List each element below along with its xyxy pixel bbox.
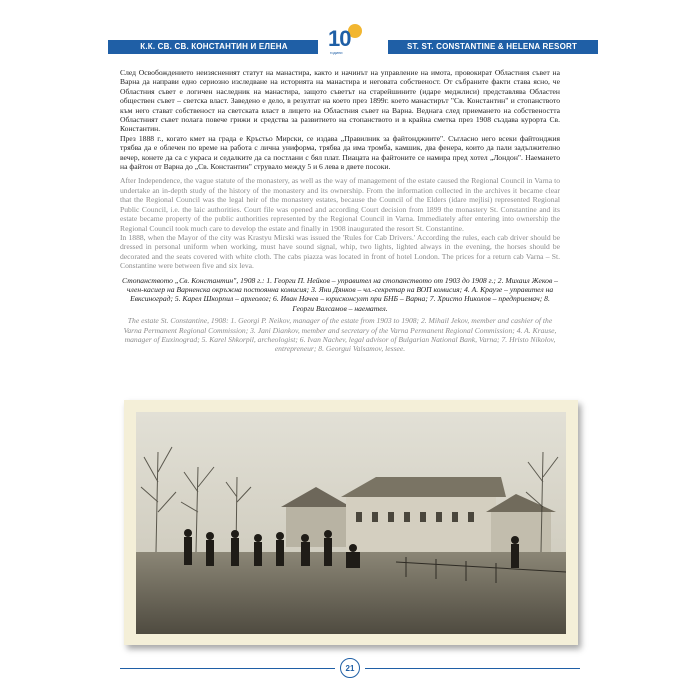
photo-caption-en: The estate St. Constantine, 1908: 1. Georgi P. Neikov, manager of the estate from 1903 to 1908; 2. Mihail Jekov, member and cashier of the Varna Permanent Regional Commission; 3. Jani Diankov, member and secretary of the Varna Permanent Regional Commission; 4. A. Krause, manager of Euxinograd; 5. Karel Shkorpil, archeologist; 6. Ivan Nachev, legal advisor of Bulgarian National Bank, Varna; 7. Hristo Nikolov, entrepreneur; 8. Georgui Valsamov, lessee. <box>123 316 557 354</box>
footer-rule-left <box>120 668 335 669</box>
photo-frame <box>124 400 578 645</box>
historic-estate-photo <box>136 412 566 634</box>
anniversary-logo <box>326 24 370 56</box>
logo-number: 10 <box>328 26 351 51</box>
logo-subtitle: години <box>330 50 343 55</box>
historic-estate-photo-illustration <box>136 412 566 634</box>
bg-paragraph-2: През 1888 г., когато кмет на града е Кръстьо Мирски, се издава „Правилник за файтонджиите". Съгласно него всеки файтонджия трябва да е облечен по време на работа с лична униформа, трябва да има тромба, камшик, два фенера, които да пали задължително вечер, конете да са с украса и седалките да са постлани с бял плат. Пиацата на файтоните се намира пред хотел „Лондон". Наемането на файтон от Варна до „Св. Константин" струвало между 5 и 6 лева в двете посоки. <box>120 133 560 172</box>
en-paragraph-2: In 1888, when the Mayor of the city was Krastyu Mirski was issued the 'Rules for Cab Drivers.' According the rules, each cab driver should be dressed in personal uniform when working, must have sound signal, whip, two lights, lighted always in the evening, the horses should be decorated and the seats covered with white cloth. The cabs piazza was located in front of hotel London. The prices for a return cab Varna – St. Constantine were between five and six leva. <box>120 232 560 271</box>
footer-rule-right <box>365 668 580 669</box>
en-paragraph-1: After Independence, the vague statute of the monastery, as well as the way of management of the estate caused the Regional Council in Varna to undertake an in-depth study of the history of the monastery and its ownership. From the information collected in the archives it became clear that the Regional Council was the legal heir of the monastery estates, because the Council of the Elders (idare mejlisi) represented Regional Public Council, i.e. the laic authorities. Court file was opened and according Court decision from 1899 the monastery St. Constantine and its estate became property of the public authorities represented by the Regional Council in Varna. Immediately after entering into ownership the Regional Council took much care to develop the estate and finally in 1908 inaugurated the resort St. Constantine. <box>120 176 560 233</box>
article-body <box>120 68 560 354</box>
photo-caption-bg: Стопанството „Св. Константин", 1908 г.: 1. Георги П. Нейков – управител на стопанството от 1903 до 1908 г.; 2. Михаил Жеков – член-касиер на Варненска окръжна постоянна комисия; 3. Яни Дянков – чл.-секретар на ВОП комисия; 4. А. Краузе – управител на Евксиноград; 5. Карел Шкорпил – археолог; 6. Иван Начев – юрисконсулт при БНБ – Варна; 7. Христо Николов – предприемач; 8. Георги Валсамов – наемател. <box>122 275 558 313</box>
page-number: 21 <box>340 658 360 678</box>
bg-paragraph-1: След Освобождението неизясненият статут на манастира, както и начинът на управление на имота, провокират Областния съвет на Варна да направи едно сериозно изследване на историята на манастира и неговата собственост. От събраните факти става ясно, че Областния съвет е логичен наследник на манастира, защото съветът на старейшините (идаре меджлиси) представлява Областен обществен съвет – светска власт. Заведено е дело, в резултат на което през 1899г. което манастирът "Св. Константин" и стопанството към него стават собственост на светската власт в лицето на Областния съвет на Варна. Веднага след приемането на собствеността Областният съвет полага повече грижи и средства за развитието на стопанството и в крайна сметка през 1908 създава курорта Св. Константин. <box>120 68 560 134</box>
header-title-en: ST. ST. CONSTANTINE & HELENA RESORT <box>406 42 578 51</box>
header-title-bg: К.К. СВ. СВ. КОНСТАНТИН И ЕЛЕНА <box>140 42 288 51</box>
